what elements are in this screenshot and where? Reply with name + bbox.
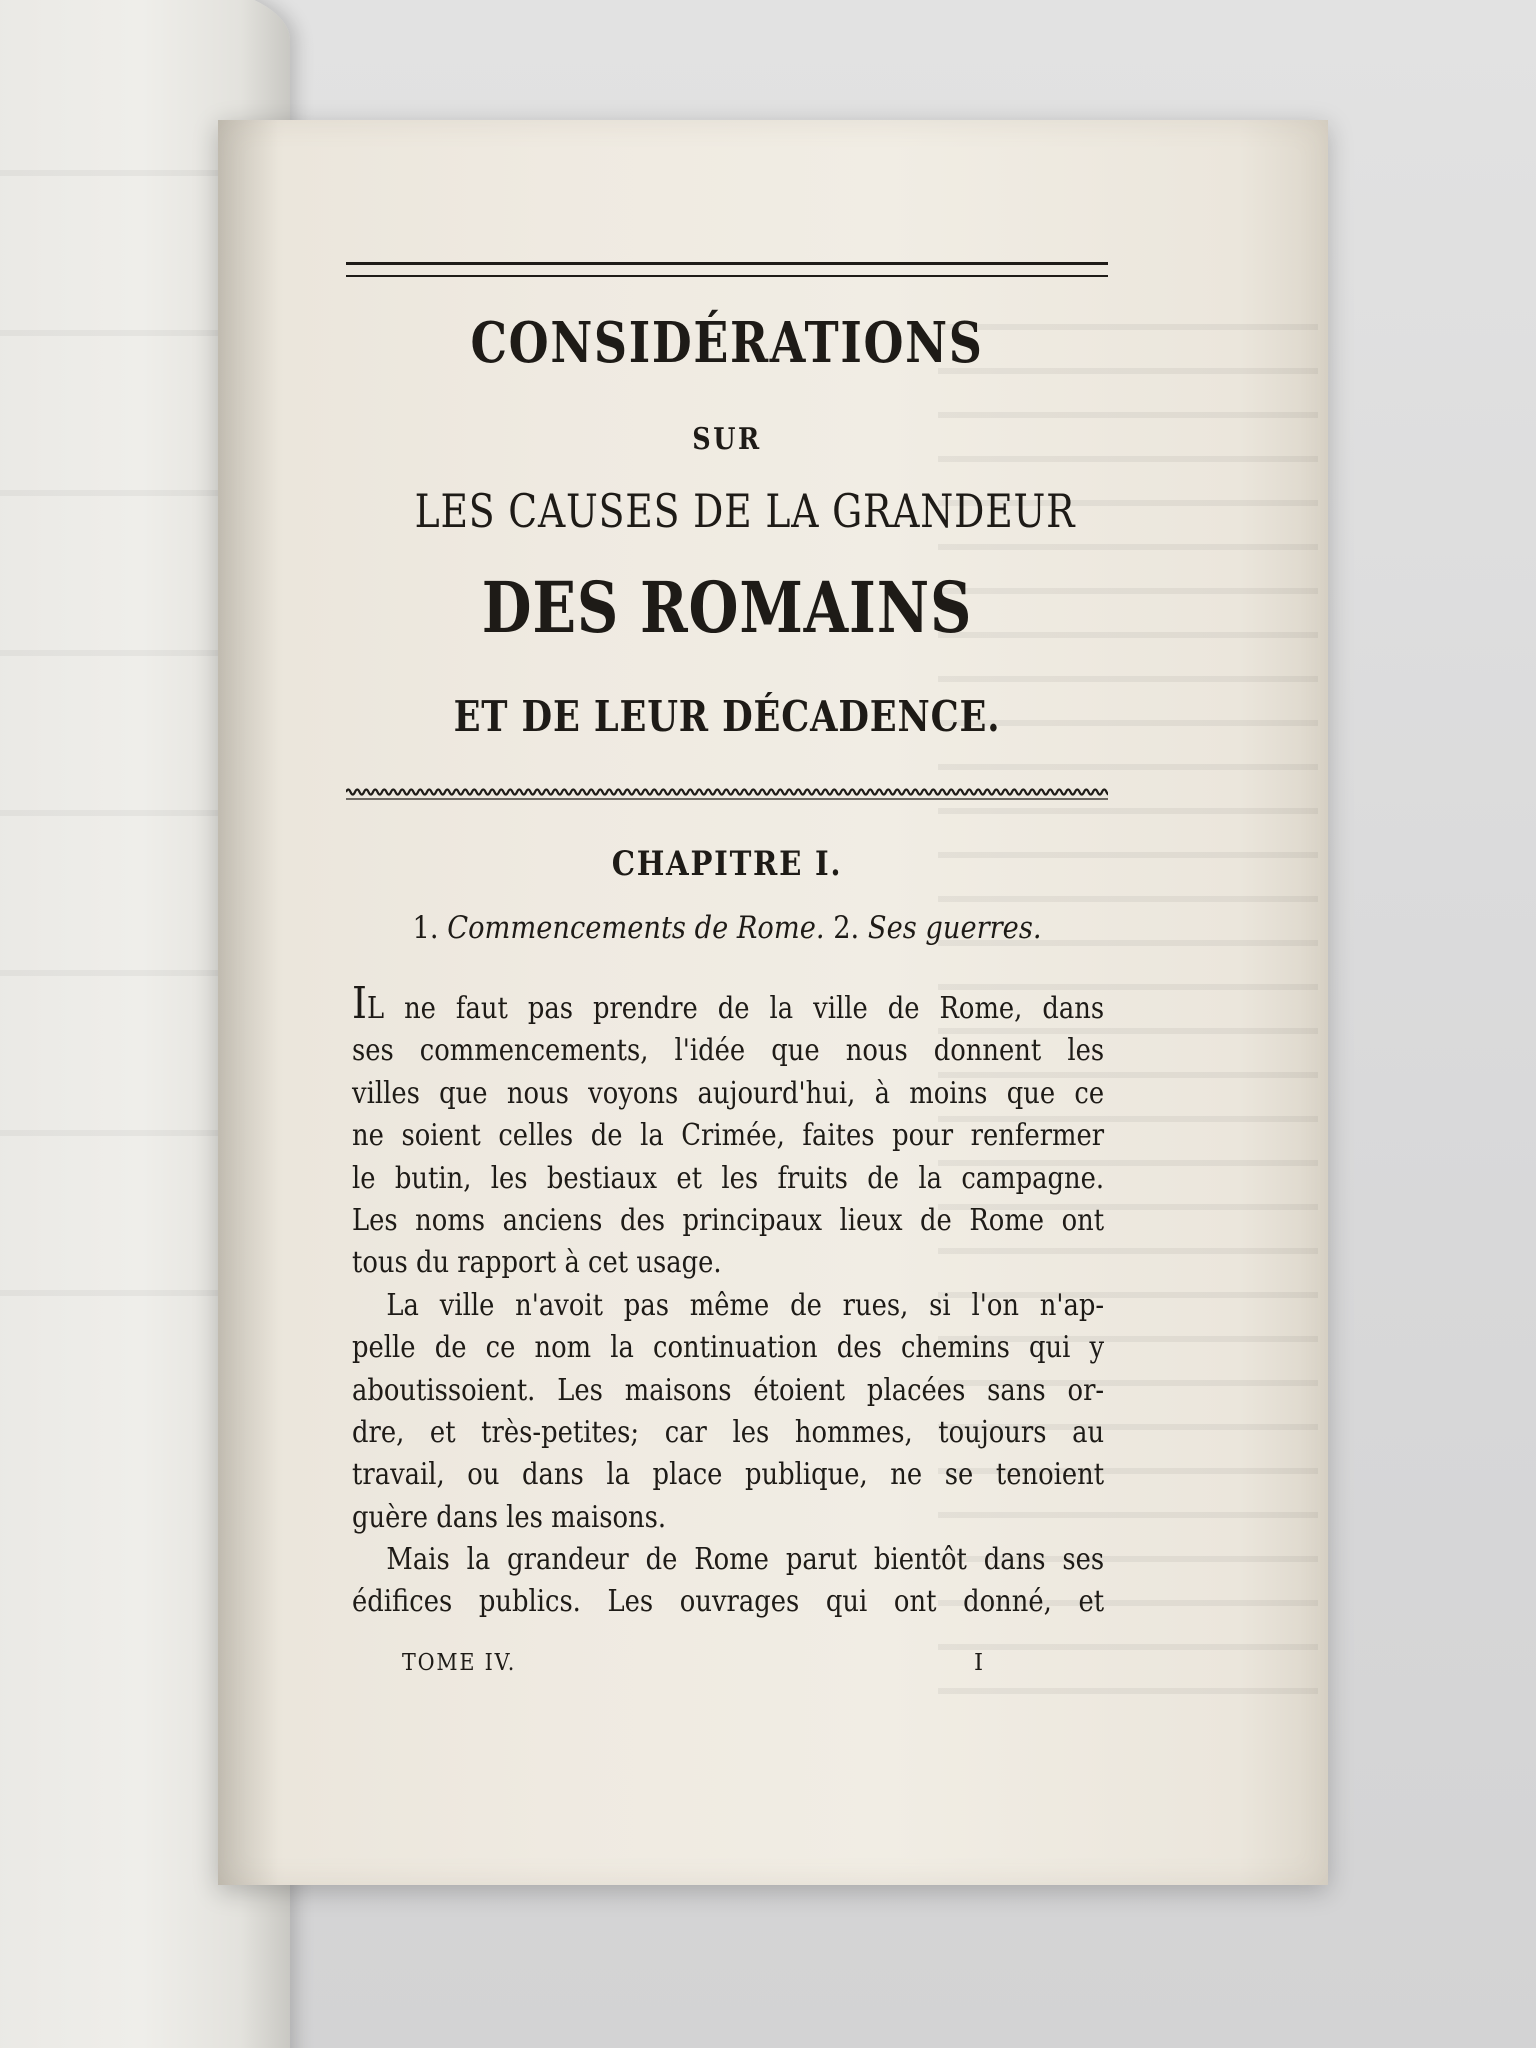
chapter-heading: CHAPITRE I. (611, 844, 843, 884)
drop-capital: I (352, 978, 367, 1029)
paragraph-2-line: dre, et très-petites; car les hommes, toujours au (352, 1414, 1105, 1450)
paragraph-2-line: travail, ou dans la place publique, ne se tenoient (352, 1457, 1105, 1493)
gutter-shadow (218, 120, 278, 1885)
paragraph-1-line: ses commencements, l'idée que nous donnent les (352, 1033, 1105, 1069)
summary-part-1: Commencements de Rome. (447, 910, 825, 946)
paragraph-2-line: aboutissoient. Les maisons étoient placées sans or- (352, 1372, 1105, 1408)
title-sur: SUR (692, 422, 762, 457)
paragraph-2-line: La ville n'avoit pas même de rues, si l'on n'ap- (386, 1287, 1105, 1323)
chapter-summary (392, 910, 1063, 946)
flyleaf-show-through (0, 100, 220, 1400)
paragraph-2-line: pelle de ce nom la continuation des chemins qui y (352, 1330, 1105, 1366)
title-decadence: ET DE LEUR DÉCADENCE. (453, 692, 1001, 741)
ornamental-wavy-rule (346, 786, 1108, 802)
title-causes: LES CAUSES DE LA GRANDEUR (414, 484, 1076, 538)
footer-volume: TOME IV. (402, 1650, 517, 1676)
summary-number-1: 1. (412, 910, 439, 946)
top-double-rule (346, 262, 1108, 277)
paragraph-3-line: édifices publics. Les ouvrages qui ont donné, et (352, 1584, 1105, 1620)
paragraph-1-opening: L ne faut pas prendre de la ville de Rome, dans (366, 991, 1105, 1026)
paragraph-1-line: villes que nous voyons aujourd'hui, à moins que ce (352, 1075, 1105, 1111)
paragraph-1-first-line (352, 978, 1105, 1030)
title-romains: DES ROMAINS (481, 566, 973, 649)
paragraph-1-line: Les noms anciens des principaux lieux de Rome ont (352, 1202, 1105, 1238)
paragraph-2-line: guère dans les maisons. (352, 1499, 667, 1535)
book-page (218, 120, 1328, 1885)
footer-signature-mark: I (974, 1650, 984, 1676)
summary-part-2: Ses guerres. (867, 910, 1042, 946)
title-considerations: CONSIDÉRATIONS (470, 310, 984, 376)
paragraph-1-line: ne soient celles de la Crimée, faites pour renfermer (352, 1118, 1105, 1154)
summary-number-2: 2. (833, 910, 860, 946)
body-text (352, 978, 1105, 1624)
paragraph-3-line: Mais la grandeur de Rome parut bientôt dans ses (386, 1542, 1105, 1578)
paragraph-1-line: tous du rapport à cet usage. (352, 1245, 722, 1281)
paragraph-1-line: le butin, les bestiaux et les fruits de la campagne. (352, 1160, 1105, 1196)
